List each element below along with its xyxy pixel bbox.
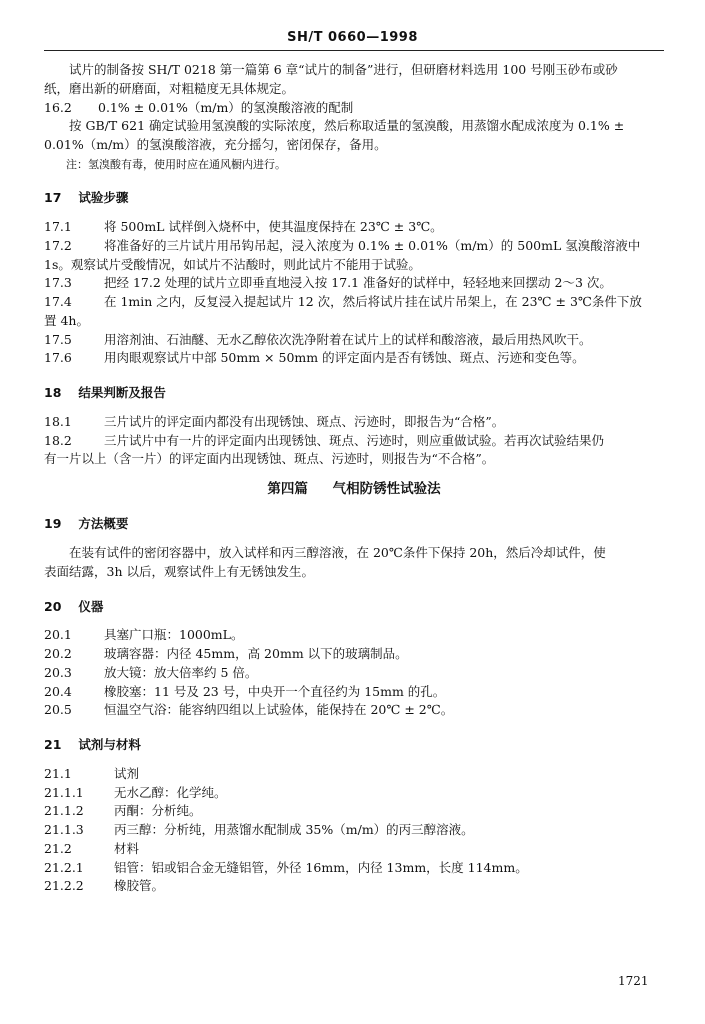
section-19-body-2: 表面结露，3h 以后，观察试件上有无锈蚀发生。 (44, 563, 314, 579)
item-number: 21.1.3 (44, 822, 84, 837)
section-20-heading (44, 598, 664, 617)
item-text: 具塞广口瓶：1000mL。 (104, 627, 244, 643)
item-number: 21.1.2 (44, 803, 84, 819)
item-number: 18.2 (44, 432, 72, 448)
item-text-continued: 置 4h。 (44, 312, 89, 328)
item-text: 三片试片中有一片的评定面内出现锈蚀、斑点、污迹时，则应重做试验。若再次试验结果仍 (104, 432, 605, 448)
list-item (44, 877, 664, 896)
section-title: 试验步骤 (78, 190, 129, 206)
item-number: 17.3 (44, 275, 72, 291)
section-title: 仪器 (78, 598, 104, 614)
item-number: 17.6 (44, 350, 72, 366)
header-rule (44, 50, 664, 51)
list-item (44, 293, 664, 312)
page-number: 1721 (618, 974, 649, 988)
section-16-2-body-1: 按 GB/T 621 确定试验用氢溴酸的实际浓度，然后称取适量的氢溴酸，用蒸馏水配成浓度为 0.1% ± (69, 118, 625, 134)
section-19-body-1: 在装有试件的密闭容器中，放入试样和丙三醇溶液，在 20℃条件下保持 20h，然后冷却试件，使 (69, 545, 606, 560)
list-item (44, 664, 664, 683)
list-item (44, 784, 664, 803)
section-21-heading (44, 736, 664, 755)
item-number: 20.2 (44, 646, 72, 661)
section-title: 方法概要 (78, 516, 129, 532)
item-number: 20.1 (44, 627, 72, 643)
list-item (44, 859, 664, 878)
item-text: 玻璃容器：内径 45mm，高 20mm 以下的玻璃制品。 (104, 646, 408, 661)
item-number: 20.3 (44, 664, 72, 680)
list-item (44, 274, 664, 293)
item-number: 21.2.2 (44, 878, 84, 894)
item-text: 将 500mL 试样倒入烧杯中，使其温度保持在 23℃ ± 3℃。 (104, 219, 443, 234)
list-item (44, 645, 664, 664)
section-16-2-title (44, 99, 664, 118)
item-number: 21.1.1 (44, 784, 84, 800)
item-number: 17.4 (44, 294, 72, 309)
section-number: 20 (44, 598, 62, 614)
item-text: 橡胶塞：11 号及 23 号，中央开一个直径约为 15mm 的孔。 (104, 683, 446, 699)
list-item (44, 413, 664, 432)
intro-line-1: 试片的制备按 SH/T 0218 第一篇第 6 章“试片的制备”进行，但研磨材料选用 100 号刚玉砂布或砂 (69, 62, 618, 77)
item-text: 三片试片的评定面内都没有出现锈蚀、斑点、污迹时，即报告为“合格”。 (104, 413, 505, 429)
list-item (44, 237, 664, 256)
page-content (44, 61, 664, 896)
item-number: 20.5 (44, 702, 72, 718)
item-number: 17.1 (44, 219, 72, 234)
section-16-2-body-2: 0.01%（m/m）的氢溴酸溶液，充分摇匀，密闭保存，备用。 (44, 137, 387, 152)
section-title: 0.1% ± 0.01%（m/m）的氢溴酸溶液的配制 (98, 99, 354, 115)
part-label: 第四篇 (267, 481, 308, 497)
item-number: 17.2 (44, 237, 72, 253)
section-number: 17 (44, 190, 62, 206)
list-item (44, 840, 664, 859)
list-item (44, 802, 664, 821)
list-item (44, 821, 664, 840)
section-18-heading (44, 384, 664, 403)
section-17-heading (44, 189, 664, 208)
section-21-items (44, 765, 664, 896)
list-item (44, 701, 664, 720)
item-text: 用肉眼观察试片中部 50mm × 50mm 的评定面内是否有锈蚀、斑点、污迹和变色等。 (104, 350, 585, 366)
list-item (44, 626, 664, 645)
list-item (44, 683, 664, 702)
section-number: 18 (44, 385, 62, 400)
item-text: 将准备好的三片试片用吊钩吊起，浸入浓度为 0.1% ± 0.01%（m/m）的 500mL 氢溴酸溶液中 (104, 237, 641, 253)
item-number: 21.1 (44, 765, 72, 781)
item-text: 放大镜：放大倍率约 5 倍。 (104, 664, 258, 680)
section-17-items (44, 218, 664, 368)
section-title: 试剂与材料 (78, 737, 141, 752)
part-four-title (44, 479, 664, 499)
item-number: 20.4 (44, 683, 72, 699)
list-item (44, 765, 664, 784)
item-number: 17.5 (44, 331, 72, 347)
section-18-items (44, 413, 664, 469)
list-item (44, 349, 664, 368)
item-number: 21.2 (44, 840, 72, 856)
item-text-continued: 1s。观察试片受酸情况，如试片不沾酸时，则此试片不能用于试验。 (44, 256, 421, 272)
item-text: 试剂 (114, 765, 140, 781)
list-item (44, 218, 664, 237)
section-number: 21 (44, 737, 62, 752)
section-number: 19 (44, 516, 62, 532)
item-text: 丙酮：分析纯。 (114, 803, 202, 819)
item-text: 用溶剂油、石油醚、无水乙醇依次洗净附着在试片上的试样和酸溶液，最后用热风吹干。 (104, 331, 592, 347)
item-number: 18.1 (44, 413, 72, 429)
part-name: 气相防锈性试验法 (332, 481, 441, 497)
item-text: 恒温空气浴：能容纳四组以上试验体，能保持在 20℃ ± 2℃。 (104, 702, 454, 718)
section-16-2-note: 注：氢溴酸有毒，使用时应在通风橱内进行。 (66, 157, 286, 171)
item-number: 21.2.1 (44, 859, 84, 875)
item-text: 无水乙醇：化学纯。 (114, 784, 227, 800)
section-20-items (44, 626, 664, 720)
section-title: 结果判断及报告 (78, 385, 166, 400)
item-text: 橡胶管。 (114, 878, 165, 894)
item-text: 材料 (114, 840, 140, 856)
section-19-heading (44, 515, 664, 534)
intro-line-2: 纸，磨出新的研磨面，对粗糙度无具体规定。 (44, 80, 295, 96)
section-number: 16.2 (44, 99, 72, 115)
item-text-continued: 有一片以上（含一片）的评定面内出现锈蚀、斑点、污迹时，则报告为“不合格”。 (44, 451, 495, 467)
item-text: 铝管：铝或铝合金无缝铝管，外径 16mm，内径 13mm，长度 114mm。 (114, 859, 528, 875)
list-item (44, 432, 664, 451)
item-text: 丙三醇：分析纯，用蒸馏水配制成 35%（m/m）的丙三醇溶液。 (114, 822, 474, 837)
list-item (44, 331, 664, 350)
page-header: SH/T 0660—1998 (287, 30, 418, 45)
item-text: 把经 17.2 处理的试片立即垂直地浸入按 17.1 准备好的试样中，轻轻地来回摆动 2～3 次。 (104, 275, 612, 291)
item-text: 在 1min 之内，反复浸入提起试片 12 次，然后将试片挂在试片吊架上，在 23℃ ± 3℃条件下放 (104, 294, 642, 309)
